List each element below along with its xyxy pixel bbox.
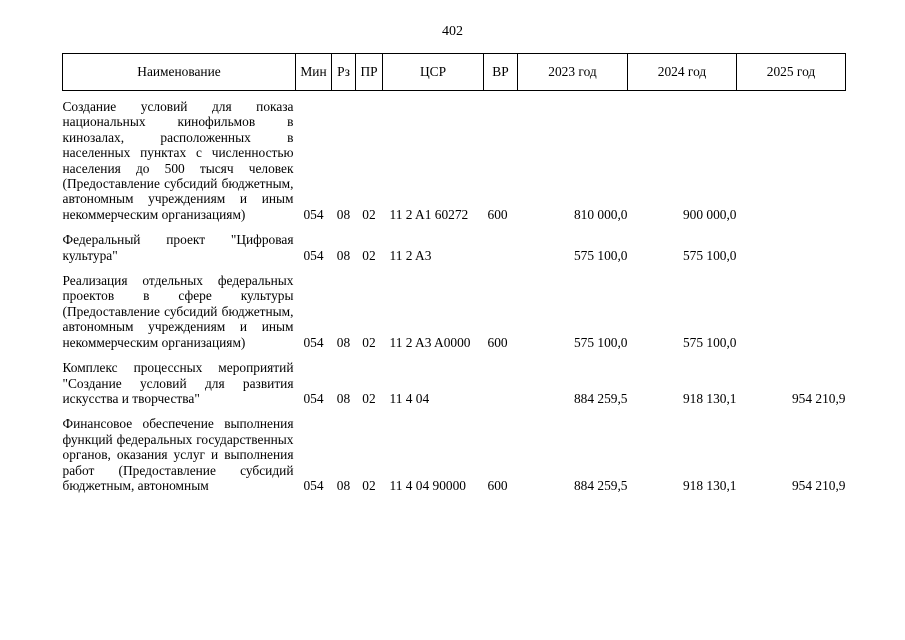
row-rz: 08 [336,390,351,406]
header-rz: Рз [332,54,356,91]
row-pr: 02 [362,477,376,493]
row-2025: 954 210,9 [791,477,846,493]
header-min: Мин [296,54,332,91]
table-header-row [63,54,846,91]
table-row [63,416,846,493]
row-csr: 11 4 04 [389,390,430,406]
header-name: Наименование [63,54,296,91]
row-2024: 575 100,0 [682,334,737,350]
table-row [63,99,846,222]
table-row [63,273,846,350]
row-rz: 08 [336,247,351,263]
row-vr: 600 [487,206,508,222]
row-name: Федеральный проект "Цифровая культура" [62,232,294,263]
row-name: Реализация отдельных федеральных проектов в сфере культуры (Предоставление субсидий бюджетным, автономным учреждениям и иным некоммерческим организациям) [62,273,294,350]
row-name: Комплекс процессных мероприятий "Создание условий для развития искусства и творчества" [62,360,294,406]
row-2023: 575 100,0 [573,334,628,350]
row-csr: 11 2 A3 [389,247,432,263]
row-name: Финансовое обеспечение выполнения функций федеральных государственных органов, оказания услуг и выполнения работ (Предоставление субсидий бюджетным, автономным [62,416,294,493]
row-min: 054 [303,390,324,406]
table-row [63,360,846,406]
row-vr [484,232,518,263]
page-number: 402 [442,24,463,39]
row-2023: 575 100,0 [573,247,628,263]
header-2025: 2025 год [737,54,846,91]
row-pr: 02 [362,334,376,350]
header-pr: ПР [356,54,383,91]
row-rz: 08 [336,334,351,350]
row-pr: 02 [362,206,376,222]
row-min: 054 [303,206,324,222]
row-2025 [737,232,846,263]
row-2025 [737,99,846,222]
row-2025: 954 210,9 [791,390,846,406]
row-csr: 11 2 A1 60272 [389,206,469,222]
row-min: 054 [303,477,324,493]
table-row [63,232,846,263]
row-rz: 08 [336,477,351,493]
row-vr [484,360,518,406]
row-csr: 11 4 04 90000 [389,477,466,493]
row-2025 [737,273,846,350]
row-min: 054 [303,334,324,350]
row-2024: 575 100,0 [682,247,737,263]
row-pr: 02 [362,247,376,263]
row-name: Создание условий для показа национальных кинофильмов в кинозалах, расположенных в населенных пунктах с численностью населения до 500 тысяч человек (Предоставление субсидий бюджетным, автономным учреждениям и иным некоммерческим организациям) [62,99,294,222]
header-2023: 2023 год [518,54,628,91]
row-rz: 08 [336,206,351,222]
row-min: 054 [303,247,324,263]
row-pr: 02 [362,390,376,406]
header-2024: 2024 год [628,54,737,91]
header-csr: ЦСР [383,54,484,91]
row-2024: 918 130,1 [682,390,737,406]
row-2023: 884 259,5 [573,477,628,493]
header-vr: ВР [484,54,518,91]
row-csr: 11 2 A3 A0000 [389,334,471,350]
row-2024: 918 130,1 [682,477,737,493]
row-2024: 900 000,0 [682,206,737,222]
row-vr: 600 [487,334,508,350]
row-vr: 600 [487,477,508,493]
budget-table [62,53,846,493]
row-2023: 810 000,0 [573,206,628,222]
row-2023: 884 259,5 [573,390,628,406]
